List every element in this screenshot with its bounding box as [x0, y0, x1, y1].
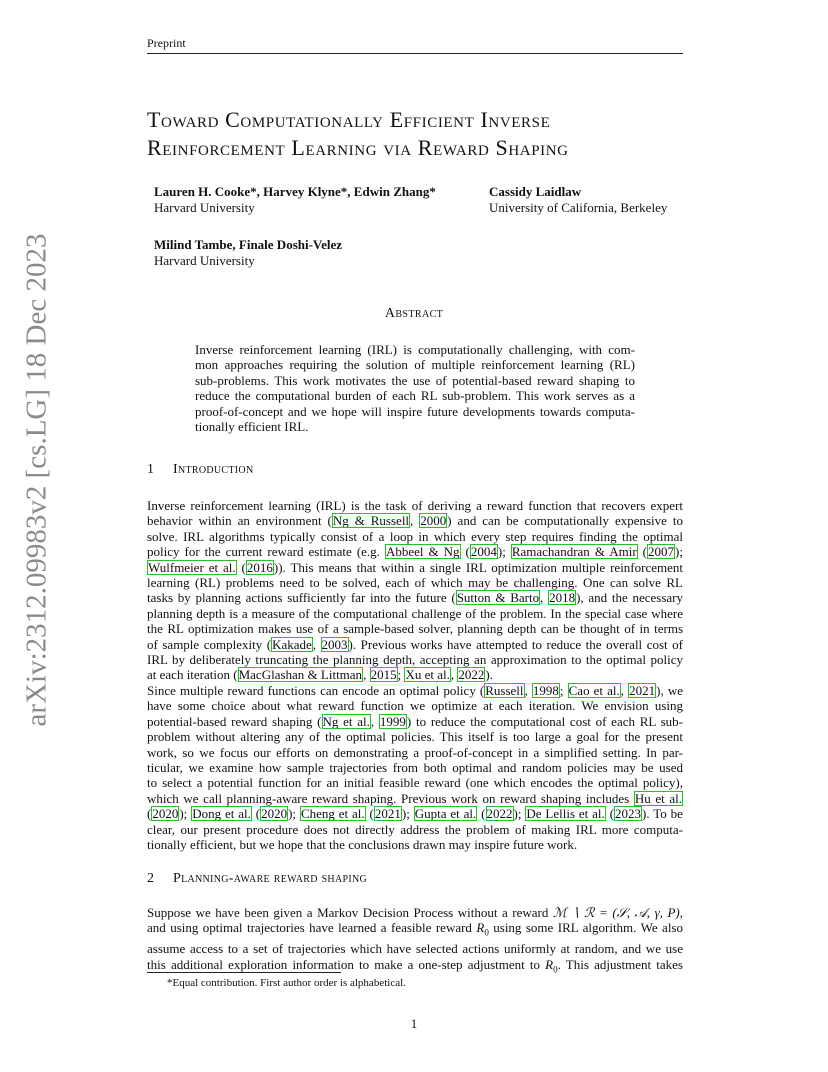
section-number: 1	[147, 462, 155, 477]
citation-link[interactable]: Wulfmeier et al.	[148, 559, 236, 575]
text-line: to select a potential function for an initial feasible reward (one which encodes the optimal policy),	[147, 775, 683, 791]
text-line: learning (RL) problems need to be solved, each of which may be challenging. One can solve RL	[147, 575, 683, 591]
section-title: Planning-aware reward shaping	[173, 871, 368, 886]
citation-link[interactable]: Abbeel & Ng	[385, 544, 460, 560]
text-line: IRL by deliberately truncating the planning depth, accepting an approximation to the optimal policy	[147, 652, 683, 668]
text-line: (2020); Dong et al. (2020); Cheng et al. (2021); Gupta et al. (2022); De Lellis et al. (2023). To be	[147, 806, 683, 822]
intro-paragraph-2	[147, 683, 683, 852]
citation-link[interactable]: Cheng et al.	[300, 806, 365, 822]
citation-link[interactable]: 2023	[615, 806, 642, 822]
section-1-heading	[147, 462, 253, 478]
paper-title	[147, 106, 687, 162]
text-line: and using optimal trajectories have learned a feasible reward $R_0$ using some IRL algorithm. We also	[147, 920, 683, 938]
section-2-paragraph	[147, 905, 683, 978]
citation-link[interactable]: 2022	[458, 667, 485, 683]
author-names: Cassidy Laidlaw	[489, 184, 582, 199]
page-number: 1	[410, 1016, 418, 1031]
intro-paragraph-1	[147, 498, 683, 683]
text-line: tionally efficient, but we hope that the conclusions drawn may inspire future work.	[147, 837, 578, 853]
author-names: Milind Tambe, Finale Doshi-Velez	[154, 237, 343, 252]
text-line: Wulfmeier et al. (2016)). This means that within a single IRL optimization multiple reinforcement	[148, 559, 683, 575]
citation-link[interactable]: 2000	[420, 513, 447, 529]
text-line: problem without altering any of the optimal policies. This itself is too large a goal for the present	[147, 729, 683, 745]
citation-link[interactable]: 2018	[549, 590, 576, 606]
title-line-1: Toward Computationally Efficient Inverse	[147, 107, 551, 132]
abstract-heading: Abstract	[384, 306, 444, 321]
citation-link[interactable]: 1999	[379, 713, 406, 729]
author-names: Lauren H. Cooke*, Harvey Klyne*, Edwin Zhang*	[154, 184, 436, 199]
abstract-line: sub-problems. This work motivates the use of potential-based reward shaping to	[195, 372, 635, 388]
text-line: have some choice about what reward function we optimize at each iteration. We envision using	[147, 698, 683, 714]
title-line-2: Reinforcement Learning via Reward Shaping	[147, 135, 569, 160]
citation-link[interactable]: 2007	[648, 544, 675, 560]
author-affiliation: University of California, Berkeley	[489, 199, 668, 215]
text-line: clear, our present procedure does not directly address the problem of making IRL more computa-	[147, 821, 683, 837]
abstract-line: tionally efficient IRL.	[195, 419, 309, 435]
citation-link[interactable]: De Lellis et al.	[526, 806, 605, 822]
text-line: planning depth is a measure of the computational challenge of the problem. In the special case where	[147, 605, 683, 621]
text-line: potential-based reward shaping (Ng et al., 1999) to reduce the computational cost of each RL sub-	[147, 713, 683, 729]
citation-link[interactable]: 1998	[532, 683, 559, 698]
text-line: work, so we focus our efforts on demonstrating a proof-of-concept in a simplified setting. In par-	[147, 744, 683, 760]
citation-link[interactable]: Sutton & Barto	[456, 590, 540, 606]
footnote-rule	[147, 972, 341, 973]
author-block-3	[154, 237, 342, 268]
text-line: Suppose we have been given a Markov Decision Process without a reward ℳ ∖ ℛ = (𝒮, 𝒜, γ, P),	[147, 905, 683, 920]
citation-link[interactable]: 2022	[486, 806, 513, 822]
citation-link[interactable]: Dong et al.	[192, 806, 251, 822]
footnote: *Equal contribution. First author order is alphabetical.	[167, 977, 406, 989]
abstract-line: reduce the computational burden of each RL sub-problem. This work serves as a	[195, 388, 635, 404]
citation-link[interactable]: Ng et al.	[322, 713, 370, 729]
text-line: assume access to a set of trajectories which have selected actions uniformly at random, and we use	[147, 941, 683, 957]
text-line: Inverse reinforcement learning (IRL) is the task of deriving a reward function that recovers expert	[147, 498, 683, 513]
text-line: policy for the current reward estimate (e.g. Abbeel & Ng (2004); Ramachandran & Amir (2007);	[147, 544, 683, 560]
text-line: the RL optimization makes use of a sample-based solver, planning depth can be thought of in terms	[147, 621, 683, 637]
section-title: Introduction	[173, 462, 254, 477]
citation-link[interactable]: 2003	[321, 636, 348, 652]
citation-link[interactable]: Ng & Russell	[332, 513, 410, 529]
citation-link[interactable]: Kakade	[272, 636, 312, 652]
citation-link[interactable]: Gupta et al.	[414, 806, 477, 822]
text-line: at each iteration (MacGlashan & Littman, 2015; Xu et al., 2022).	[147, 667, 493, 683]
citation-link[interactable]: 2015	[370, 667, 397, 683]
text-line: Since multiple reward functions can encode an optimal policy (Russell, 1998; Cao et al., 2021), we	[147, 683, 683, 698]
arxiv-stamp: arXiv:2312.09983v2 [cs.LG] 18 Dec 2023	[20, 233, 53, 727]
author-affiliation: Harvard University	[154, 252, 255, 268]
text-line: behavior within an environment (Ng & Russell, 2000) and can be computationally expensive to	[147, 513, 683, 529]
text-line: of sample complexity (Kakade, 2003). Previous works have attempted to reduce the overall cost of	[147, 636, 683, 652]
section-number: 2	[147, 871, 155, 886]
citation-link[interactable]: 2021	[629, 683, 656, 698]
text-line: ticular, we examine how sample trajectories from both optimal and random policies may be used	[147, 760, 683, 776]
author-block-1	[154, 184, 436, 215]
author-block-2	[489, 184, 667, 215]
header-rule	[147, 53, 683, 54]
citation-link[interactable]: 2020	[261, 806, 288, 822]
citation-link[interactable]: Xu et al.	[405, 667, 450, 683]
author-affiliation: Harvard University	[154, 199, 255, 215]
citation-link[interactable]: Cao et al.	[568, 683, 620, 698]
text-line: which we call planning-aware reward shaping. Previous work on reward shaping includes Hu et al.	[147, 790, 683, 806]
math-mdp: ℳ ∖ ℛ = (𝒮, 𝒜, γ, P),	[552, 905, 683, 920]
section-2-heading	[147, 871, 367, 887]
citation-link[interactable]: 2021	[374, 806, 401, 822]
abstract-line: proof-of-concept and we hope will inspire future developments towards computa-	[195, 403, 635, 419]
running-header: Preprint	[147, 36, 186, 50]
citation-link[interactable]: 2016	[246, 559, 273, 575]
abstract-line: Inverse reinforcement learning (IRL) is computationally challenging, with com-	[195, 342, 635, 357]
text-line: solve. IRL algorithms typically consist of a loop in which every step requires finding the optimal	[147, 528, 683, 544]
citation-link[interactable]: 2020	[152, 806, 179, 822]
citation-link[interactable]: Ramachandran & Amir	[511, 544, 637, 560]
text-line: tasks by planning actions sufficiently far into the future (Sutton & Barto, 2018), and the necessary	[147, 590, 684, 606]
citation-link[interactable]: Russell	[485, 683, 524, 698]
citation-link[interactable]: Hu et al.	[634, 790, 683, 806]
abstract-line: mon approaches requiring the solution of multiple reinforcement learning (RL)	[195, 357, 635, 373]
citation-link[interactable]: MacGlashan & Littman	[238, 667, 363, 683]
text-line: this additional exploration information to make a one-step adjustment to $R_0$. This adjustment takes	[147, 956, 683, 975]
abstract-body	[195, 342, 635, 434]
citation-link[interactable]: 2004	[470, 544, 497, 560]
